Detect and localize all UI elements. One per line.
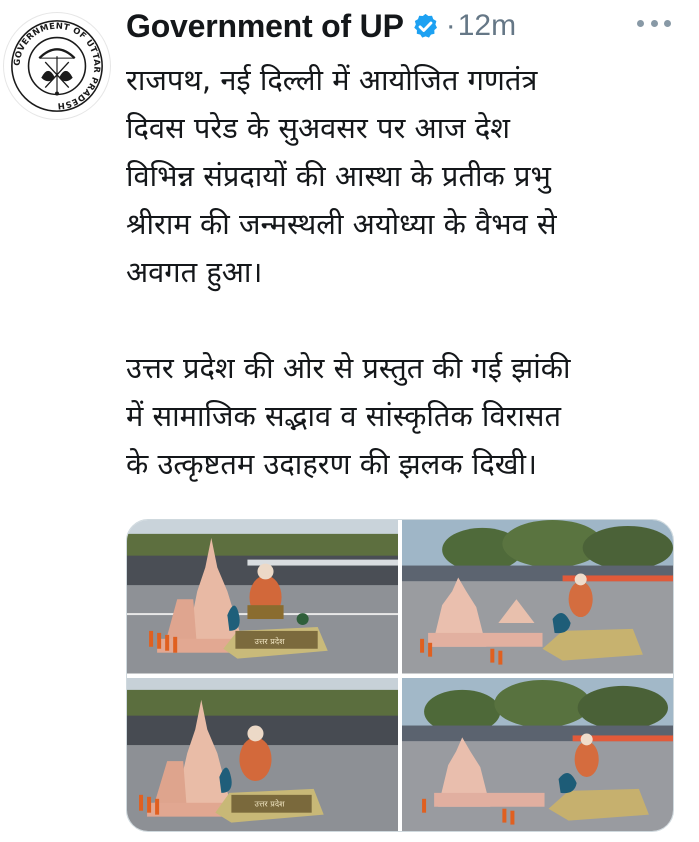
more-dot [651,20,658,27]
more-options-icon[interactable] [637,14,671,32]
tweet-line: के उत्कृष्टतम उदाहरण की झलक दिखी। [126,447,537,481]
media-photo[interactable] [402,678,673,832]
media-photo[interactable] [127,678,398,832]
more-dot [637,20,644,27]
verified-badge-icon [411,12,440,41]
timestamp[interactable]: 12m [457,9,517,42]
float-banner-text: उत्तर प्रदेश [254,636,285,646]
tweet-line: दिवस परेड के सुअवसर पर आज देश [126,111,511,145]
seal-text: GOVERNMENT OF UTTAR PRADESH [11,20,103,112]
media-grid [126,519,674,832]
tweet-text [126,56,686,488]
tweet-line: में सामाजिक सद्भाव व सांस्कृतिक विरासत [126,399,562,433]
tweet-header [126,4,516,48]
separator-dot: · [445,9,456,42]
tweet-line: विभिन्न संप्रदायों की आस्था के प्रतीक प्रभु [126,159,551,193]
tweet-line: श्रीराम की जन्मस्थली अयोध्या के वैभव से [126,207,557,241]
up-government-seal-icon [4,13,110,119]
more-dot [664,20,671,27]
media-photo[interactable] [402,520,673,674]
tweet-line: अवगत हुआ। [126,255,263,289]
author-name[interactable]: Government of UP [126,7,404,44]
tweet-line: राजपथ, नई दिल्ली में आयोजित गणतंत्र [126,63,538,97]
avatar[interactable] [3,12,111,120]
float-banner-text: उत्तर प्रदेश [254,799,285,809]
media-photo[interactable] [127,520,398,674]
tweet-line: उत्तर प्रदेश की ओर से प्रस्तुत की गई झांकी [126,351,571,385]
